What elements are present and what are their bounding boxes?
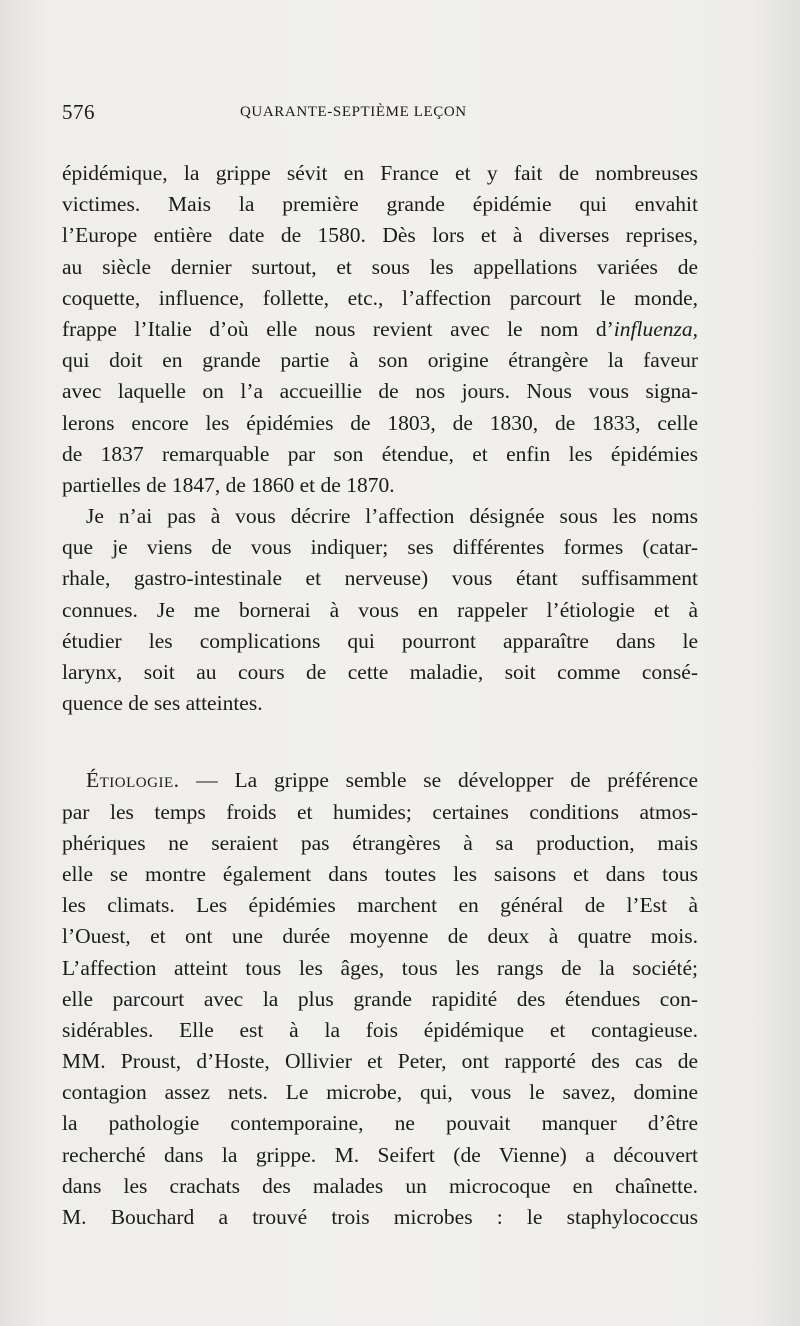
text-line: Je n’ai pas à vous décrire l’affection désignée sous les noms [86,504,698,529]
text-line: rhale, gastro-intestinale et nerveuse) vous étant suffisamment [62,566,698,591]
text-segment: — La grippe semble se développer de préférence [179,768,698,793]
text-line: épidémique, la grippe sévit en France et y fait de nombreuses [62,161,698,185]
section-heading: Étiologie. [86,768,180,793]
text-line: coquette, influence, follette, etc., l’affection parcourt le monde, [62,285,698,310]
text-line: phériques ne seraient pas étrangères à sa production, mais [62,830,698,855]
text-line: sidérables. Elle est à la fois épidémique et contagieuse. [62,1017,698,1042]
text-line: la pathologie contemporaine, ne pouvait manquer d’être [62,1111,698,1136]
text-line: l’Ouest, et ont une durée moyenne de deux à quatre mois. [62,924,698,949]
text-line: de 1837 remarquable par son étendue, et enfin les épidémies [62,441,698,466]
text-line: connues. Je me bornerai à vous en rappeler l’étiologie et à [62,597,698,622]
text-line: les climats. Les épidémies marchent en général de l’Est à [62,893,698,918]
text-line: étudier les complications qui pourront apparaître dans le [62,628,698,653]
text-line: partielles de 1847, de 1860 et de 1870. [62,472,395,497]
paragraph-gap [62,719,698,765]
text-line: recherché dans la grippe. M. Seifert (de Vienne) a découvert [62,1142,698,1167]
text-line: par les temps froids et humides; certaines conditions atmos- [62,799,698,824]
text-line: larynx, soit au cours de cette maladie, soit comme consé- [62,660,698,684]
running-title: QUARANTE-SEPTIÈME LEÇON [240,104,467,120]
text-line: au siècle dernier surtout, et sous les appellations variées de [62,254,698,279]
text-line: elle se montre également dans toutes les saisons et dans tous [62,861,698,886]
text-line: L’affection atteint tous les âges, tous les rangs de la société; [62,955,698,980]
text-line: victimes. Mais la première grande épidémie qui envahit [62,192,698,217]
text-line: que je viens de vous indiquer; ses différentes formes (catar- [62,535,698,560]
text-line: qui doit en grande partie à son origine étrangère la faveur [62,348,698,373]
text-line [62,765,698,796]
text-line: elle parcourt avec la plus grande rapidité des étendues con- [62,986,698,1011]
text-line: quence de ses atteintes. [62,691,263,716]
italic-term: influenza, [613,316,698,341]
text-line: dans les crachats des malades un microcoque en chaînette. [62,1173,698,1198]
text-line: lerons encore les épidémies de 1803, de 1830, de 1833, celle [62,410,698,435]
text-line [62,314,698,345]
text-segment: frappe l’Italie d’où elle nous revient avec le nom d’ [62,316,614,341]
text-line: M. Bouchard a trouvé trois microbes : le staphylococcus [62,1205,698,1229]
page-number: 576 [62,100,95,124]
text-line: contagion assez nets. Le microbe, qui, vous le savez, domine [62,1080,698,1105]
text-line: MM. Proust, d’Hoste, Ollivier et Peter, ont rapporté des cas de [62,1049,698,1074]
body-text [62,158,698,1233]
page-header [62,100,702,130]
text-line: l’Europe entière date de 1580. Dès lors et à diverses reprises, [62,223,698,248]
text-line: avec laquelle on l’a accueillie de nos jours. Nous vous signa- [62,379,698,404]
